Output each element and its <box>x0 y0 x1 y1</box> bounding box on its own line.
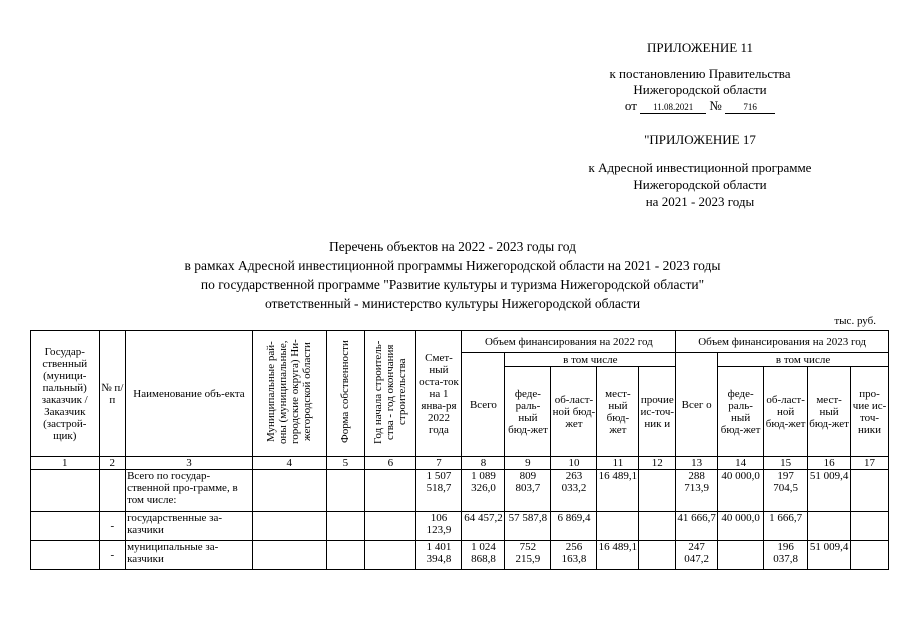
cell-balance: 1 507 518,7 <box>416 470 462 512</box>
cell-local-2022: 16 489,1 <box>597 541 639 570</box>
header-customer: Государ-ственный (муници-пальный) заказчик / Заказчик (застрой-щик) <box>31 331 100 457</box>
cell-total-2023: 247 047,2 <box>676 541 718 570</box>
appendix-11-label: ПРИЛОЖЕНИЕ 11 <box>647 40 753 55</box>
header-total-2023: Всег о <box>676 353 718 457</box>
table-row <box>31 512 889 541</box>
col-num: 9 <box>505 457 551 470</box>
table-row <box>31 541 889 570</box>
cell-balance: 106 123,9 <box>416 512 462 541</box>
header-local-2023: мест-ный бюд-жет <box>808 367 851 457</box>
header-total-2022: Всего <box>462 353 505 457</box>
column-numbers-row <box>31 457 889 470</box>
header-other-2022: прочие ис-точ-ник и <box>639 367 676 457</box>
header-fin-2023: Объем финансирования на 2023 год <box>676 331 889 353</box>
col-num: 16 <box>808 457 851 470</box>
col-num: 7 <box>416 457 462 470</box>
cell-federal-2023 <box>718 541 764 570</box>
row-num: - <box>99 512 126 541</box>
cell-total-2023: 288 713,9 <box>676 470 718 512</box>
cell-regional-2022: 256 163,8 <box>551 541 597 570</box>
col-num: 14 <box>718 457 764 470</box>
cell-other-2023 <box>851 541 889 570</box>
header-regional-2023: об-ласт-ной бюд-жет <box>764 367 808 457</box>
cell-federal-2023: 40 000,0 <box>718 512 764 541</box>
decree-date: 11.08.2021 <box>640 102 706 114</box>
row-name: Всего по государ-ственной про-грамме, в том числе: <box>126 470 253 512</box>
decree-number: 716 <box>725 102 775 114</box>
header-other-2023: про-чие ис-точ-ники <box>851 367 889 457</box>
col-num: 5 <box>326 457 365 470</box>
cell-local-2022: 16 489,1 <box>597 470 639 512</box>
table-row <box>31 470 889 512</box>
appendix-17-label: "ПРИЛОЖЕНИЕ 17 <box>644 132 756 147</box>
header-row-1 <box>31 331 889 353</box>
col-num: 15 <box>764 457 808 470</box>
col-num: 10 <box>551 457 597 470</box>
row-name: муниципальные за-казчики <box>126 541 253 570</box>
title-line-2: в рамках Адресной инвестиционной программы Нижегородской области на 2021 - 2023 годы <box>184 258 721 273</box>
objects-table <box>30 330 889 570</box>
decree-date-line <box>560 98 840 114</box>
header-balance: Смет-ный оста-ток на 1 янва-ря 2022 года <box>416 331 462 457</box>
cell-federal-2022: 809 803,7 <box>505 470 551 512</box>
header-federal-2022: феде-раль-ный бюд-жет <box>505 367 551 457</box>
cell-other-2022 <box>639 470 676 512</box>
cell-regional-2022: 6 869,4 <box>551 512 597 541</box>
header-incl-2022: в том числе <box>505 353 676 367</box>
cell-federal-2022: 57 587,8 <box>505 512 551 541</box>
header-years: Год начала строитель-ства - год окончания строительства <box>365 331 416 457</box>
header-regional-2022: об-ласт-ной бюд-жет <box>551 367 597 457</box>
cell-regional-2023: 197 704,5 <box>764 470 808 512</box>
program-line-1: к Адресной инвестиционной программе <box>588 160 812 175</box>
col-num: 1 <box>31 457 100 470</box>
col-num: 11 <box>597 457 639 470</box>
col-num: 3 <box>126 457 253 470</box>
from-label: от <box>624 98 637 113</box>
cell-local-2023: 51 009,4 <box>808 541 851 570</box>
col-num: 8 <box>462 457 505 470</box>
cell-regional-2023: 1 666,7 <box>764 512 808 541</box>
row-name: государственные за-казчики <box>126 512 253 541</box>
cell-local-2022 <box>597 512 639 541</box>
cell-balance: 1 401 394,8 <box>416 541 462 570</box>
title-line-1: Перечень объектов на 2022 - 2023 годы год <box>328 239 577 254</box>
cell-other-2023 <box>851 512 889 541</box>
header-name: Наименование объ-екта <box>126 331 253 457</box>
cell-local-2023 <box>808 512 851 541</box>
header-local-2022: мест-ный бюд-жет <box>597 367 639 457</box>
header-fin-2022: Объем финансирования на 2022 год <box>462 331 676 353</box>
header-ownership: Форма собственности <box>326 331 365 457</box>
cell-regional-2022: 263 033,2 <box>551 470 597 512</box>
col-num: 13 <box>676 457 718 470</box>
cell-other-2023 <box>851 470 889 512</box>
decree-line-2: Нижегородской области <box>633 82 767 97</box>
cell-federal-2022: 752 215,9 <box>505 541 551 570</box>
cell-total-2022: 1 024 868,8 <box>462 541 505 570</box>
title-line-4: ответственный - министерство культуры Нижегородской области <box>264 296 641 311</box>
header-federal-2023: феде-раль-ный бюд-жет <box>718 367 764 457</box>
col-num: 17 <box>851 457 889 470</box>
cell-total-2022: 1 089 326,0 <box>462 470 505 512</box>
document-title <box>30 237 875 313</box>
cell-other-2022 <box>639 541 676 570</box>
header-num: № п/п <box>99 331 126 457</box>
decree-line-1: к постановлению Правительства <box>609 66 791 81</box>
cell-other-2022 <box>639 512 676 541</box>
program-line-3: на 2021 - 2023 годы <box>645 194 755 209</box>
unit-label: тыс. руб. <box>834 315 876 327</box>
row-num: - <box>99 541 126 570</box>
number-sign: № <box>709 98 722 113</box>
col-num: 6 <box>365 457 416 470</box>
col-num: 2 <box>99 457 126 470</box>
cell-local-2023: 51 009,4 <box>808 470 851 512</box>
header-districts: Муниципальные рай-оны (муниципальные, городские округа) Ни-жегородской области <box>252 331 326 457</box>
cell-federal-2023: 40 000,0 <box>718 470 764 512</box>
cell-total-2022: 64 457,2 <box>462 512 505 541</box>
cell-total-2023: 41 666,7 <box>676 512 718 541</box>
row-num <box>99 470 126 512</box>
header-incl-2023: в том числе <box>718 353 889 367</box>
col-num: 12 <box>639 457 676 470</box>
cell-regional-2023: 196 037,8 <box>764 541 808 570</box>
title-line-3: по государственной программе "Развитие культуры и туризма Нижегородской области" <box>200 277 705 292</box>
program-line-2: Нижегородской области <box>633 177 767 192</box>
col-num: 4 <box>252 457 326 470</box>
